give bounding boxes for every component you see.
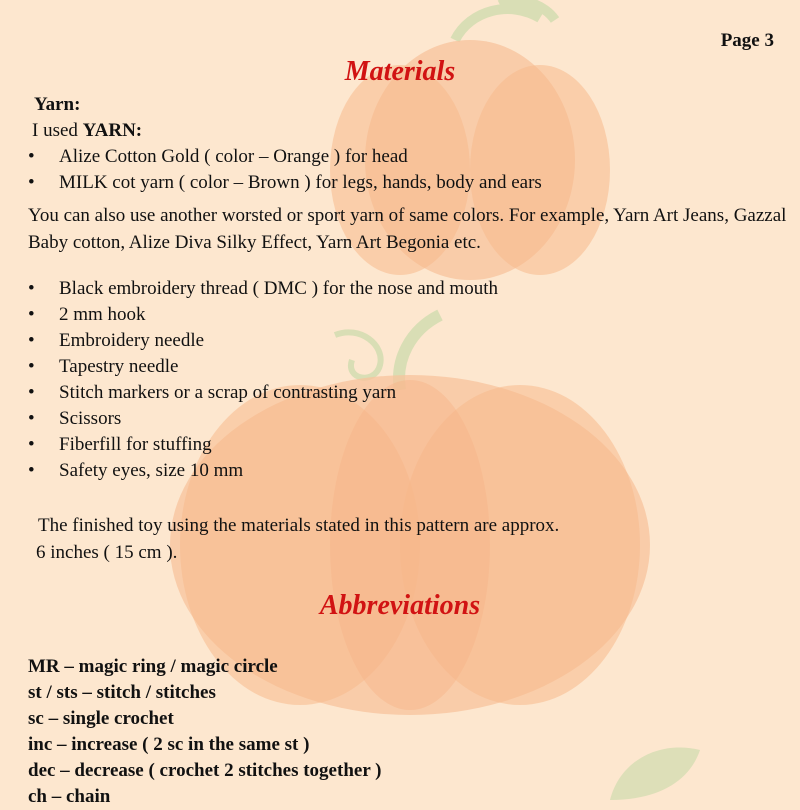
finished-size-note: [38, 512, 778, 566]
list-item: MR – magic ring / magic circle: [28, 656, 278, 677]
yarn-list: [28, 144, 542, 196]
bullet-icon: •: [28, 382, 35, 403]
list-item: • Black embroidery thread ( DMC ) for the nose and mouth: [28, 276, 498, 302]
bullet-icon: •: [28, 278, 35, 299]
bullet-icon: •: [28, 330, 35, 351]
used-prefix: I used: [32, 120, 78, 141]
bullet-icon: •: [28, 304, 35, 325]
yarn-label: Yarn:: [34, 94, 81, 115]
list-item: • Fiberfill for stuffing: [28, 432, 498, 458]
list-item: • Tapestry needle: [28, 354, 498, 380]
list-item: • Scissors: [28, 406, 498, 432]
list-item: • 2 mm hook: [28, 302, 498, 328]
finished-line-2: 6 inches ( 15 cm ).: [36, 542, 178, 563]
bullet-icon: •: [28, 434, 35, 455]
list-item: st / sts – stitch / stitches: [28, 682, 216, 703]
list-item: • Embroidery needle: [28, 328, 498, 354]
used-yarn-line: [32, 120, 142, 142]
list-item: • MILK cot yarn ( color – Brown ) for legs, hands, body and ears: [28, 170, 542, 196]
abbreviations-list: [28, 654, 382, 810]
page-number: Page 3: [720, 30, 774, 51]
tools-list: [28, 276, 498, 484]
bullet-icon: •: [28, 408, 35, 429]
abbreviations-heading: Abbreviations: [319, 590, 481, 621]
list-item: • Safety eyes, size 10 mm: [28, 458, 498, 484]
list-item: ch – chain: [28, 786, 111, 807]
list-item: inc – increase ( 2 sc in the same st ): [28, 734, 310, 755]
finished-line-1: The finished toy using the materials stated in this pattern are approx.: [38, 515, 560, 536]
bullet-icon: •: [28, 356, 35, 377]
alternative-yarn-note: You can also use another worsted or sport yarn of same colors. For example, Yarn Art Jeans, Gazzal Baby cotton, Alize Diva Silky Effect, Yarn Art Begonia etc.: [28, 205, 787, 253]
list-item: • Alize Cotton Gold ( color – Orange ) for head: [28, 144, 542, 170]
bullet-icon: •: [28, 460, 35, 481]
used-yarn-bold: YARN:: [82, 120, 143, 141]
list-item: sc – single crochet: [28, 708, 174, 729]
materials-heading: Materials: [344, 56, 456, 87]
list-item: • Stitch markers or a scrap of contrasting yarn: [28, 380, 498, 406]
bullet-icon: •: [28, 172, 35, 193]
bullet-icon: •: [28, 146, 35, 167]
list-item: dec – decrease ( crochet 2 stitches together ): [28, 760, 382, 781]
